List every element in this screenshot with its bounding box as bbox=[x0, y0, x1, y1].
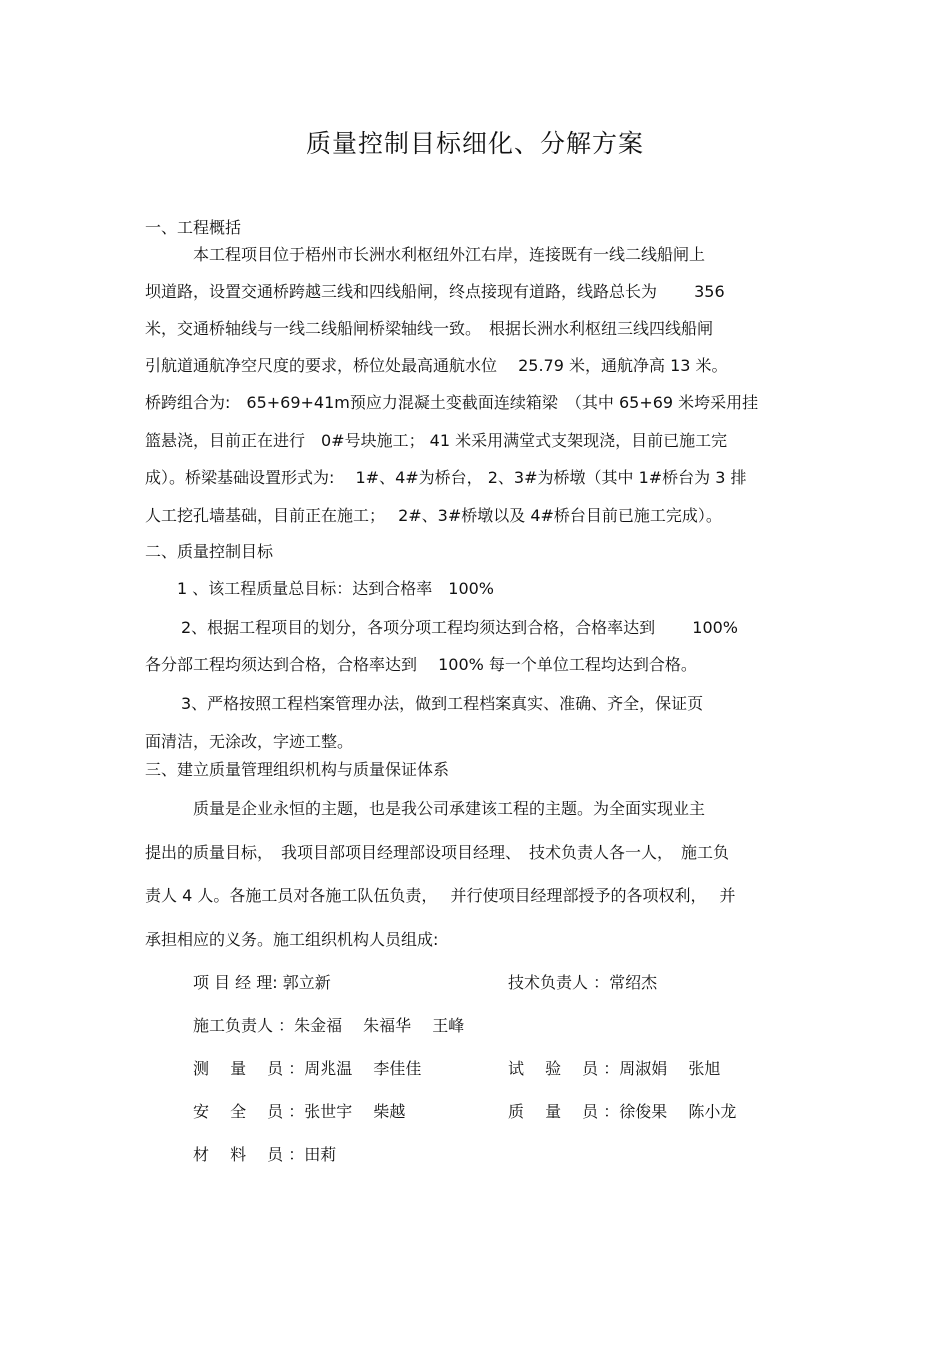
staff-entry: 施工负责人 ：朱金福 朱福华 王峰 bbox=[193, 1016, 465, 1035]
paragraph-line: 米，交通桥轴线与一线二线船闸桥梁轴线一致。 根据长洲水利枢纽三线四线船闸 bbox=[145, 319, 714, 338]
paragraph-line: 质量是企业永恒的主题，也是我公司承建该工程的主题。为全面实现业主 bbox=[193, 799, 706, 818]
paragraph-line: 1 、该工程质量总目标：达到合格率 100% bbox=[177, 579, 495, 598]
section-heading: 三、建立质量管理组织机构与质量保证体系 bbox=[145, 760, 450, 779]
paragraph-line: 篮悬浇，目前正在进行 0#号块施工； 41 米采用满堂式支架现浇，目前已施工完 bbox=[145, 431, 728, 450]
staff-entry: 质 量 员 ：徐俊果 陈小龙 bbox=[508, 1102, 737, 1121]
paragraph-line: 面清洁，无涂改，字迹工整。 bbox=[145, 732, 354, 751]
staff-entry: 技术负责人 ：常绍杰 bbox=[508, 973, 658, 992]
staff-row bbox=[193, 1059, 720, 1079]
paragraph-line: 3、严格按照工程档案管理办法，做到工程档案真实、准确、齐全，保证页 bbox=[181, 694, 704, 713]
staff-row bbox=[193, 973, 657, 993]
paragraph-line: 责人 4 人。各施工员对各施工队伍负责， 并行使项目经理部授予的各项权利， 并 bbox=[145, 886, 736, 905]
staff-row bbox=[193, 1102, 736, 1122]
paragraph-line: 成）。桥梁基础设置形式为: 1#、4#为桥台， 2、3#为桥墩（其中 1#桥台为 3 排 bbox=[145, 468, 747, 487]
paragraph-line: 承担相应的义务。施工组织机构人员组成: bbox=[145, 930, 439, 949]
staff-entry: 安 全 员 ：张世宇 柴越 bbox=[193, 1102, 406, 1121]
staff-entry: 试 验 员 ：周淑娟 张旭 bbox=[508, 1059, 721, 1078]
staff-entry: 材 料 员 ：田莉 bbox=[193, 1145, 337, 1164]
paragraph-line: 各分部工程均须达到合格，合格率达到 100% 每一个单位工程均达到合格。 bbox=[145, 655, 697, 674]
section-heading: 一、工程概括 bbox=[145, 218, 242, 237]
staff-entry: 项 目 经 理: 郭立新 bbox=[193, 973, 331, 992]
paragraph-line: 坝道路，设置交通桥跨越三线和四线船闸，终点接现有道路，线路总长为 356 bbox=[145, 282, 725, 301]
section-heading: 二、质量控制目标 bbox=[145, 542, 274, 561]
paragraph-line: 桥跨组合为: 65+69+41m预应力混凝土变截面连续箱梁 （其中 65+69 米垮采用挂 bbox=[145, 393, 759, 412]
paragraph-line: 人工挖孔墙基础，目前正在施工； 2#、3#桥墩以及 4#桥台目前已施工完成）。 bbox=[145, 506, 722, 525]
staff-row bbox=[193, 1145, 508, 1165]
paragraph-line: 提出的质量目标， 我项目部项目经理部设项目经理、 技术负责人各一人， 施工负 bbox=[145, 843, 730, 862]
page-title: 质量控制目标细化、分解方案 bbox=[305, 129, 644, 158]
paragraph-line: 引航道通航净空尺度的要求，桥位处最高通航水位 25.79 米，通航净高 13 米。 bbox=[145, 356, 728, 375]
paragraph-line: 本工程项目位于梧州市长洲水利枢纽外江右岸，连接既有一线二线船闸上 bbox=[193, 245, 706, 264]
staff-entry: 测 量 员 ：周兆温 李佳佳 bbox=[193, 1059, 422, 1078]
staff-row bbox=[193, 1016, 508, 1036]
paragraph-line: 2、根据工程项目的划分，各项分项工程均须达到合格，合格率达到 100% bbox=[181, 618, 739, 637]
